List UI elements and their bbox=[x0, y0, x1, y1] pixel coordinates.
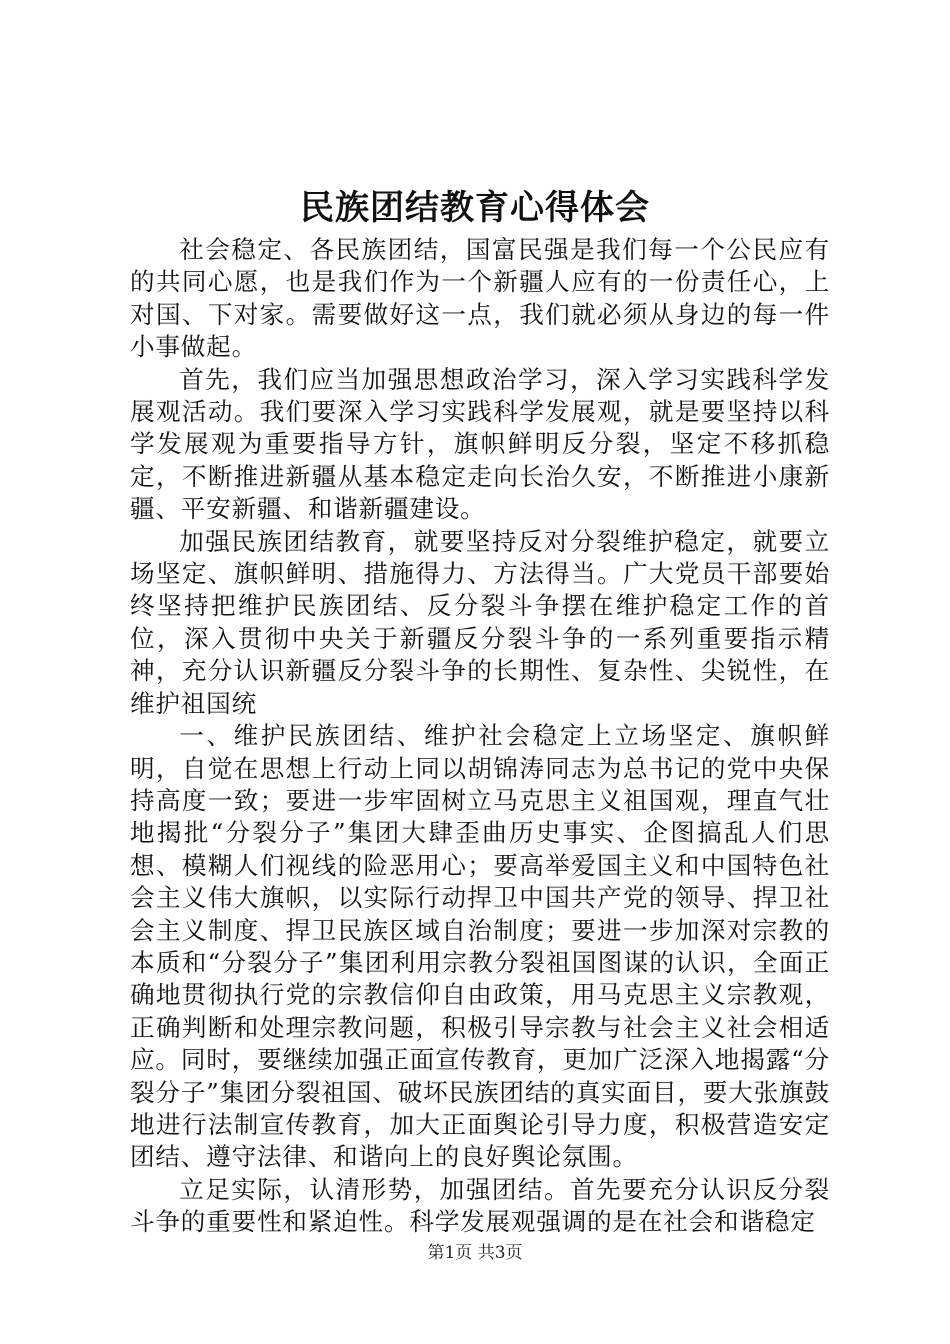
paragraph: 首先，我们应当加强思想政治学习，深入学习实践科学发展观活动。我们要深入学习实践科学发展观，就是要坚持以科学发展观为重要指导方针，旗帜鲜明反分裂，坚定不移抓稳定，不断推进新疆从基本稳定走向长治久安，不断推进小康新疆、平安新疆、和谐新疆建设。 bbox=[130, 364, 830, 524]
page-title: 民族团结教育心得体会 bbox=[300, 188, 650, 228]
paragraph: 社会稳定、各民族团结，国富民强是我们每一个公民应有的共同心愿，也是我们作为一个新疆人应有的一份责任心，上对国、下对家。需要做好这一点，我们就必须从身边的每一件小事做起。 bbox=[130, 235, 830, 362]
paragraph: 立足实际，认清形势，加强团结。首先要充分认识反分裂斗争的重要性和紧迫性。科学发展观强调的是在社会和谐稳定 bbox=[130, 1174, 830, 1237]
document-body bbox=[130, 234, 830, 1239]
page-number: 第1页 共3页 bbox=[427, 1243, 523, 1263]
paragraph: 加强民族团结教育，就要坚持反对分裂维护稳定，就要立场坚定、旗帜鲜明、措施得力、方法得当。广大党员干部要始终坚持把维护民族团结、反分裂斗争摆在维护稳定工作的首位，深入贯彻中央关于新疆反分裂斗争的一系列重要指示精神，充分认识新疆反分裂斗争的长期性、复杂性、尖锐性，在维护祖国统 bbox=[130, 526, 830, 718]
paragraph: 一、维护民族团结、维护社会稳定上立场坚定、旗帜鲜明，自觉在思想上行动上同以胡锦涛同志为总书记的党中央保持高度一致；要进一步牢固树立马克思主义祖国观，理直气壮地揭批“分裂分子”集团大肆歪曲历史事实、企图搞乱人们思想、模糊人们视线的险恶用心；要高举爱国主义和中国特色社会主义伟大旗帜，以实际行动捍卫中国共产党的领导、捍卫社会主义制度、捍卫民族区域自治制度；要进一步加深对宗教的本质和“分裂分子”集团利用宗教分裂祖国图谋的认识，全面正确地贯彻执行党的宗教信仰自由政策，用马克思主义宗教观，正确判断和处理宗教问题，积极引导宗教与社会主义社会相适应。同时，要继续加强正面宣传教育，更加广泛深入地揭露“分裂分子”集团分裂祖国、破坏民族团结的真实面目，要大张旗鼓地进行法制宣传教育，加大正面舆论引导力度，积极营造安定团结、遵守法律、和谐向上的良好舆论氛围。 bbox=[130, 721, 830, 1172]
